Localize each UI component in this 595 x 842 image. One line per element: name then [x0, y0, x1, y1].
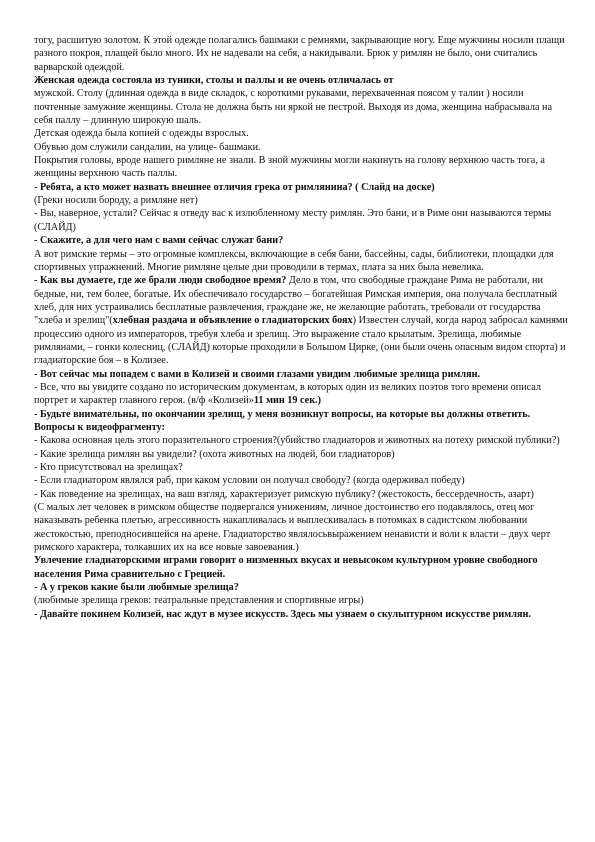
- paragraph-video-source: [34, 381, 570, 408]
- question-greek-spectacles: - А у греков какие были любимые зрелища?: [34, 582, 239, 594]
- free-time-tail: ) Известен случай, когда народ забросал камнями процессию одного из императоров, требуя хлеба и зрелищ. Это выражение стало крылатым. Зрелища, любимые римлянами, – гонки колесниц, (СЛАЙД) которые проходили в Большом Цирке, (они были очень опасным видом спорта) и гладиаторские боя – в Колизее.: [34, 315, 568, 367]
- answer-beard: (Греки носили бороду, а римляне нет): [34, 195, 198, 207]
- video-duration: 11 мин 19 сек.): [253, 395, 322, 407]
- paragraph-footwear: Обувью дом служили сандалии, на улице- башмаки.: [34, 141, 261, 153]
- video-question-5: - Как поведение на зрелищах, на ваш взгляд, характеризует римскую публику? (жестокость, бессердечность, азарт): [34, 488, 534, 500]
- question-greek-vs-roman: - Ребята, а кто может назвать внешнее отличия грека от римлянина? ( Слайд на доске): [34, 181, 435, 193]
- video-question-1: - Какова основная цель этого поразительного строения?(убийство гладиаторов и животных на потеху римской публики?): [34, 435, 560, 447]
- free-time-body: Дело в том, что свободные граждане Рима не работали, ни бедные, ни, тем более, богатые. Их обеспечивало государство – богатейшая Римская империя, она получала бесплатный хлеб, для них устраивались бесплатные развлечения, граждане же, не желающие работать, требовали от государства "хлеба и зрелищ"(: [34, 275, 558, 327]
- question-free-time: - Как вы думаете, где же брали люди свободное время?: [34, 275, 287, 287]
- video-question-3: - Кто присутствовал на зрелищах?: [34, 462, 183, 473]
- paragraph-baths-intro: - Вы, наверное, устали? Сейчас я отведу вас к излюбленному месту римлян. Это бани, и в Риме они называются термы (СЛАЙД): [34, 208, 552, 233]
- video-question-4: - Если гладиатором являлся раб, при каком условии он получал свободу? (когда одерживал победу): [34, 475, 465, 487]
- video-source-body: - Все, что вы увидите создано по историческим документам, в которых один из великих поэтов того времени описал портрет и характер главного героя. (в/ф «Колизей»: [34, 381, 542, 407]
- paragraph-colosseum-intro: - Вот сейчас мы попадем с вами в Колизей и своими глазами увидим любимые зрелища римлян.: [34, 368, 481, 380]
- paragraph-clothing-men: тогу, расшитую золотом. К этой одежде полагались башмаки с ремнями, закрывающие ногу. Еще мужчины носили плащи разного покроя, плащей было много. Их не надевали на себя, а накидывали. Брюк у римлян не было, они считались варварской одеждой.: [34, 35, 565, 73]
- paragraph-thermae: А вот римские термы – это огромные комплексы, включающие в себя бани, бассейны, сады, библиотеки, площадки для спортивных упражнений. Многие римляне целые дни проводили в термах, плата за них была невелика.: [34, 248, 554, 273]
- paragraph-conclusion: Увлечение гладиаторскими играми говорит о низменных вкусах и невысоком культурном уровне свободного населения Рима сравнительно с Грецией.: [34, 555, 538, 580]
- video-question-2: - Какие зрелища римлян вы увидели? (охота животных на людей, бои гладиаторов): [34, 448, 395, 460]
- paragraph-museum-transition: - Давайте покинем Колизей, нас ждут в музее искусств. Здесь мы узнаем о скульптурном искусстве римлян.: [34, 608, 531, 620]
- document-page: [34, 34, 570, 621]
- answer-greek-spectacles: (любимые зрелища греков: театральные представления и спортивные игры): [34, 595, 364, 607]
- paragraph-free-time: [34, 274, 570, 367]
- question-baths-purpose: - Скажите, а для чего нам с вами сейчас служат бани?: [34, 235, 284, 247]
- paragraph-attention: - Будьте внимательны, по окончании зрелищ, у меня возникнут вопросы, на которые вы должны ответить.: [34, 408, 531, 420]
- free-time-bold-note: хлебная раздача и объявление о гладиаторских боях: [112, 315, 353, 327]
- paragraph-women-clothing-heading: Женская одежда состояла из туники, столы и паллы и не очень отличалась от: [34, 75, 394, 87]
- paragraph-roman-character: (С малых лет человек в римском обществе подвергался унижениям, личное достоинство его подавлялось, отец мог наказывать ребенка плетью, агрессивность накапливалась и выплескивалась в потомках в садистском любовании жестокостью, преподносившейся на арене. Гладиаторство являлосьвыражением ненависти и воли к власти – двух черт римского характера, толкавших их на все новые завоевания.): [34, 502, 551, 554]
- heading-video-questions: Вопросы к видеофрагменту:: [34, 421, 165, 433]
- paragraph-children-clothing: Детская одежда была копией с одежды взрослых.: [34, 128, 249, 140]
- paragraph-stola: мужской. Столу (длинная одежда в виде складок, с короткими рукавами, перехваченная поясом у талии ) носили почтенные замужние женщины. Стола не должна быть ни яркой не пестрой. Выходя из дома, женщина набрасывала на себя паллу – длинную широкую шаль.: [34, 88, 553, 127]
- paragraph-headwear: Покрытия головы, вроде нашего римляне не знали. В зной мужчины могли накинуть на голову верхнюю часть тога, а женщины верхнюю часть паллы.: [34, 155, 545, 180]
